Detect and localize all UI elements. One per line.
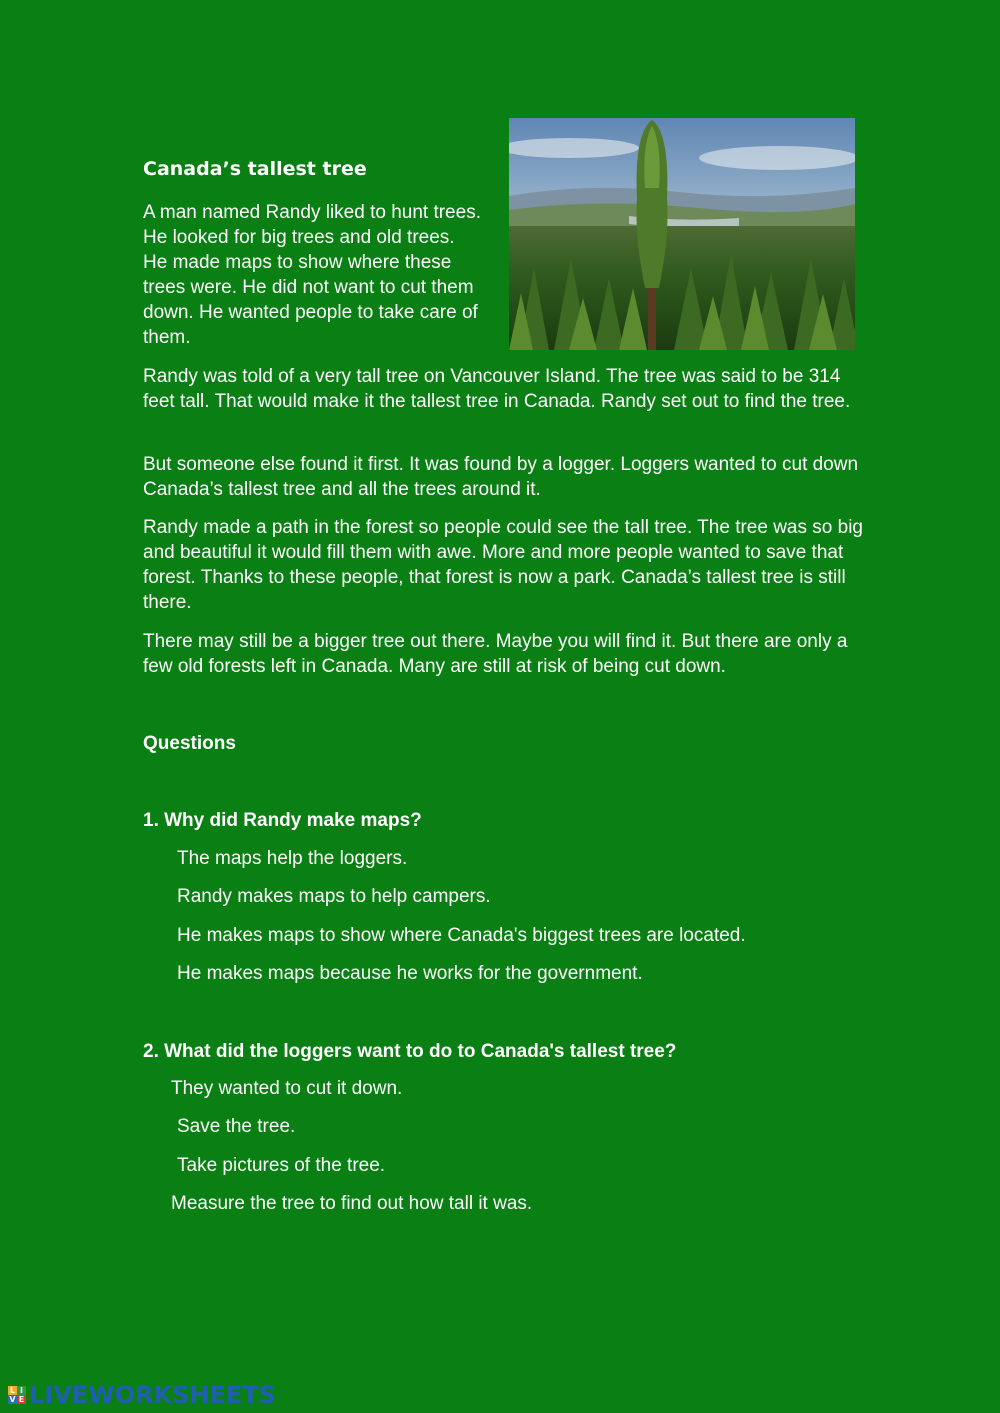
- question-2-option-4[interactable]: Measure the tree to find out how tall it was.: [171, 1193, 533, 1214]
- questions-heading: Questions: [143, 733, 236, 754]
- paragraph-1: A man named Randy liked to hunt trees. He looked for big trees and old trees. He made maps to show where these trees were. He did not want to cut them down. He wanted people to take care of them.: [143, 202, 481, 348]
- question-2-option-1[interactable]: They wanted to cut it down.: [171, 1078, 403, 1099]
- question-1-option-3[interactable]: He makes maps to show where Canada's biggest trees are located.: [177, 925, 746, 946]
- paragraph-3: But someone else found it first. It was found by a logger. Loggers wanted to cut down Canada’s tallest tree and all the trees around it.: [143, 454, 859, 500]
- logo-badge-icon: L I V E: [9, 1386, 25, 1404]
- question-1-option-4[interactable]: He makes maps because he works for the government.: [177, 963, 643, 984]
- paragraph-2: Randy was told of a very tall tree on Vancouver Island. The tree was said to be 314 feet tall. That would make it the tallest tree in Canada. Randy set out to find the tree.: [143, 366, 851, 412]
- question-2-option-3[interactable]: Take pictures of the tree.: [177, 1155, 386, 1176]
- logo-text: LIVEWORKSHEETS: [29, 1381, 276, 1409]
- paragraph-5: There may still be a bigger tree out there. Maybe you will find it. But there are only a few old forests left in Canada. Many are still at risk of being cut down.: [143, 631, 848, 677]
- liveworksheets-logo: [8, 1382, 276, 1408]
- question-1: 1. Why did Randy make maps?: [143, 810, 422, 831]
- question-1-option-1[interactable]: The maps help the loggers.: [177, 848, 408, 869]
- question-1-option-2[interactable]: Randy makes maps to help campers.: [177, 886, 491, 907]
- question-2-option-2[interactable]: Save the tree.: [177, 1116, 296, 1137]
- tall-tree-photo: [509, 118, 855, 350]
- page-title: Canada’s tallest tree: [143, 158, 367, 180]
- question-2: 2. What did the loggers want to do to Canada's tallest tree?: [143, 1041, 677, 1062]
- paragraph-4: Randy made a path in the forest so people could see the tall tree. The tree was so big and beautiful it would fill them with awe. More and more people wanted to save that forest. Thanks to these people, that forest is now a park. Canada’s tallest tree is still there.: [143, 517, 863, 613]
